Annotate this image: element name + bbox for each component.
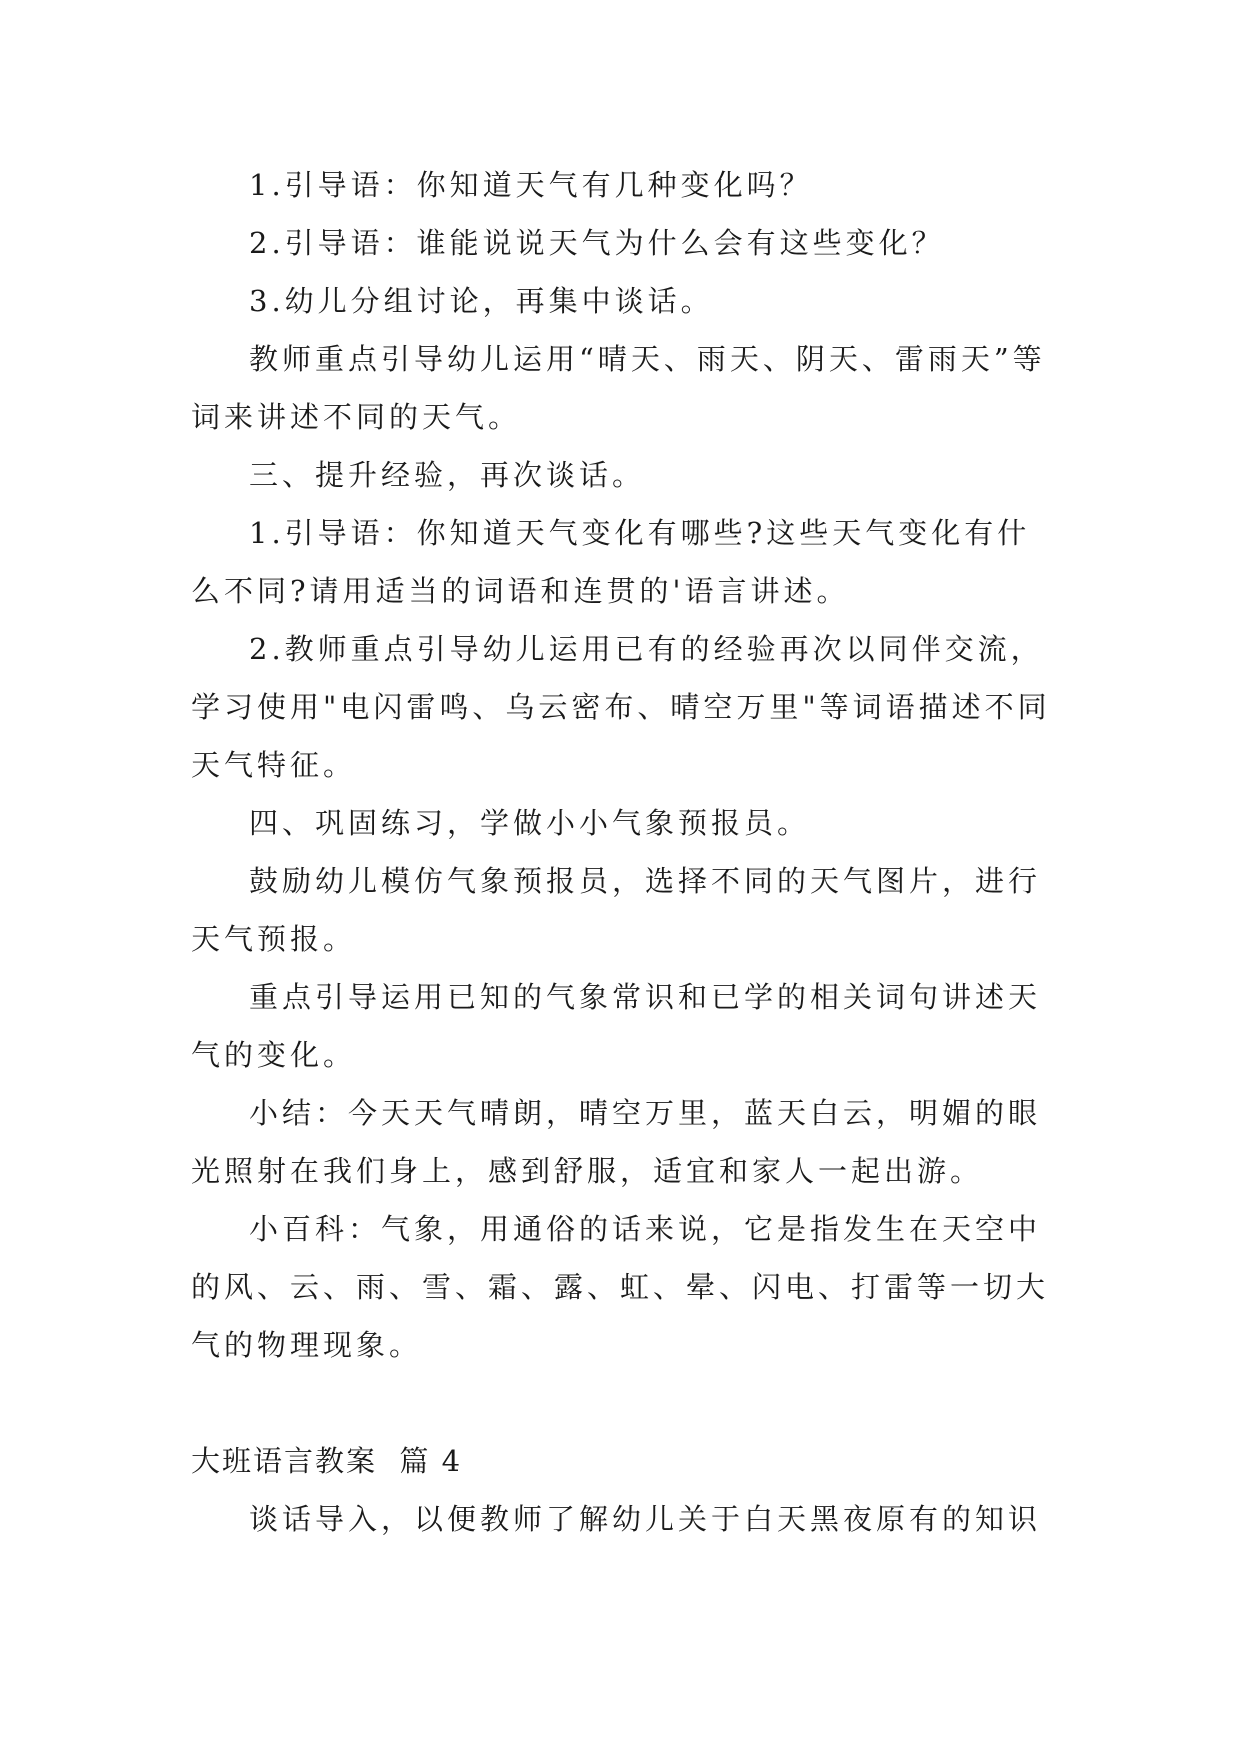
document-body <box>191 156 1061 1548</box>
section-spacer <box>191 1374 1061 1432</box>
paragraph-encyclopedia: 小百科：气象，用通俗的话来说，它是指发生在天空中的风、云、雨、雪、霜、露、虹、晕、闪电、打雷等一切大气的物理现象。 <box>191 1212 1050 1362</box>
paragraph-section-four: 四、巩固练习，学做小小气象预报员。 <box>249 806 811 840</box>
paragraph-guide-question-3: 1.引导语：你知道天气变化有哪些?这些天气变化有什么不同?请用适当的词语和连贯的'语言讲述。 <box>191 516 1031 608</box>
paragraph-weather-forecast: 鼓励幼儿模仿气象预报员，选择不同的天气图片，进行天气预报。 <box>191 864 1042 956</box>
paragraph-guide-question-2: 2.引导语：谁能说说天气为什么会有这些变化？ <box>249 226 945 260</box>
paragraph-summary: 小结：今天天气晴朗，晴空万里，蓝天白云，明媚的眼光照射在我们身上，感到舒服，适宜和家人一起出游。 <box>191 1096 1042 1188</box>
paragraph-guide-question-1: 1.引导语：你知道天气有几种变化吗？ <box>249 168 813 202</box>
paragraph-group-discussion: 3.幼儿分组讨论，再集中谈话。 <box>249 284 714 318</box>
paragraph-section-three: 三、提升经验，再次谈话。 <box>249 458 646 492</box>
paragraph-conversation-intro: 谈话导入，以便教师了解幼儿关于白天黑夜原有的知识 <box>249 1502 1042 1536</box>
paragraph-peer-exchange: 2.教师重点引导幼儿运用已有的经验再次以同伴交流，学习使用"电闪雷鸣、乌云密布、晴空万里"等词语描述不同天气特征。 <box>191 632 1051 782</box>
paragraph-teacher-guidance: 教师重点引导幼儿运用“晴天、雨天、阴天、雷雨天”等词来讲述不同的天气。 <box>191 342 1046 434</box>
section-heading: 大班语言教案 篇 4 <box>191 1444 463 1478</box>
paragraph-key-guidance: 重点引导运用已知的气象常识和已学的相关词句讲述天气的变化。 <box>191 980 1042 1072</box>
